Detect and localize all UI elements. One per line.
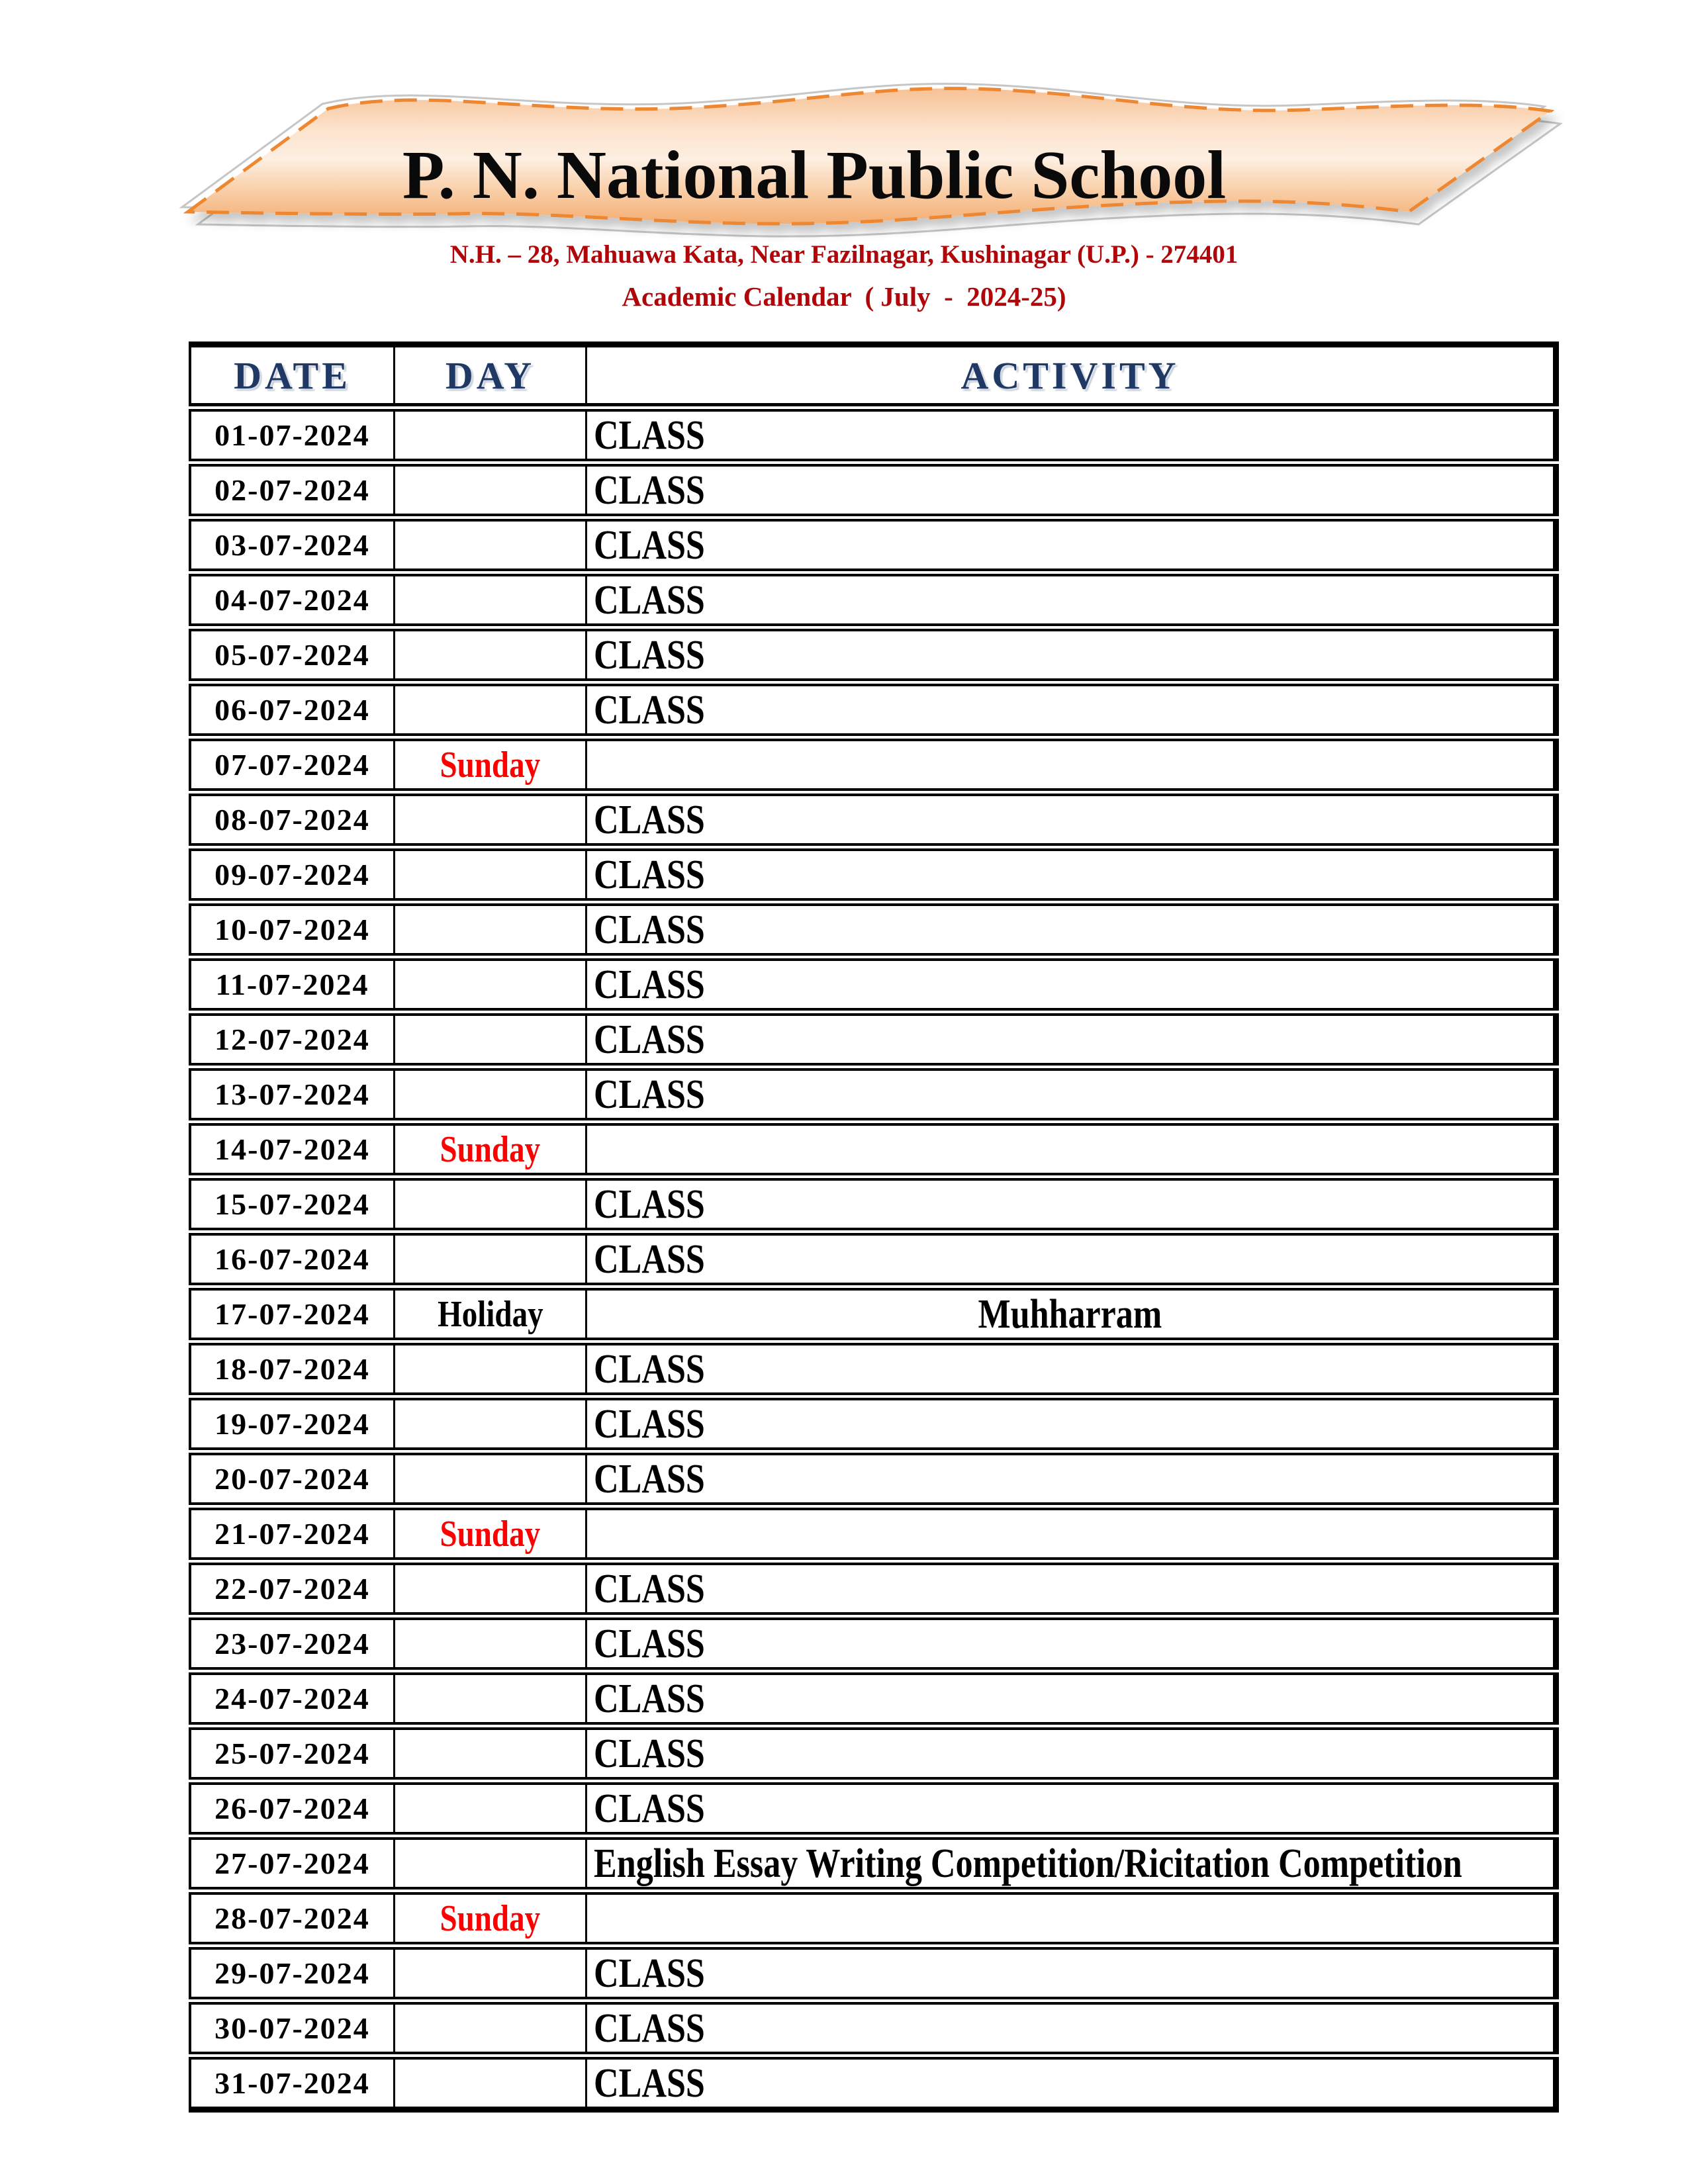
table-row (189, 574, 1559, 626)
activity-cell (587, 1013, 1559, 1066)
table-row (189, 1782, 1559, 1835)
day-cell (395, 574, 587, 626)
table-row (189, 903, 1559, 956)
col-header-activity: ACTIVITY (587, 341, 1559, 406)
date-cell: 07-07-2024 (189, 739, 395, 791)
day-cell (395, 1892, 587, 1944)
day-cell (395, 1178, 587, 1230)
school-name: P. N. National Public School (402, 137, 1227, 213)
activity-label: CLASS (594, 1621, 705, 1666)
activity-label: CLASS (594, 1566, 705, 1612)
date-cell: 26-07-2024 (189, 1782, 395, 1835)
table-row (189, 1123, 1559, 1175)
day-label: Sunday (440, 1513, 541, 1555)
day-cell (395, 1398, 587, 1450)
date-cell: 13-07-2024 (189, 1068, 395, 1120)
table-row (189, 629, 1559, 681)
activity-label: CLASS (594, 1950, 705, 1996)
activity-cell (587, 2002, 1559, 2054)
activity-cell (587, 903, 1559, 956)
activity-cell (587, 519, 1559, 571)
date-cell: 06-07-2024 (189, 684, 395, 736)
activity-cell (587, 1727, 1559, 1780)
activity-label: CLASS (594, 2005, 705, 2051)
activity-label: CLASS (594, 1017, 705, 1062)
day-cell (395, 903, 587, 956)
activity-cell (587, 574, 1559, 626)
table-row (189, 464, 1559, 516)
activity-cell (587, 409, 1559, 461)
day-cell (395, 629, 587, 681)
activity-cell (587, 1233, 1559, 1285)
activity-cell (587, 739, 1559, 791)
activity-label: CLASS (594, 1181, 705, 1227)
activity-cell (587, 629, 1559, 681)
day-cell (395, 409, 587, 461)
day-cell (395, 1947, 587, 1999)
activity-label: CLASS (594, 1236, 705, 1282)
day-cell (395, 2002, 587, 2054)
table-row (189, 1288, 1559, 1340)
table-row (189, 848, 1559, 901)
activity-label: CLASS (594, 1401, 705, 1447)
table-row (189, 1013, 1559, 1066)
activity-cell (587, 1398, 1559, 1450)
school-address: N.H. – 28, Mahuawa Kata, Near Fazilnagar, Kushinagar (U.P.) - 274401 (449, 240, 1239, 269)
activity-cell (587, 1508, 1559, 1560)
day-cell (395, 1288, 587, 1340)
table-row (189, 2002, 1559, 2054)
date-cell: 22-07-2024 (189, 1563, 395, 1615)
day-cell (395, 1672, 587, 1725)
date-cell: 08-07-2024 (189, 794, 395, 846)
day-cell (395, 684, 587, 736)
activity-label: CLASS (594, 2060, 705, 2106)
activity-label: CLASS (594, 1731, 705, 1776)
activity-label: CLASS (594, 1346, 705, 1392)
date-cell: 25-07-2024 (189, 1727, 395, 1780)
table-row (189, 1068, 1559, 1120)
table-row (189, 958, 1559, 1011)
col-header-day: DAY (395, 341, 587, 406)
activity-cell (587, 464, 1559, 516)
date-cell: 17-07-2024 (189, 1288, 395, 1340)
table-row (189, 519, 1559, 571)
date-cell: 04-07-2024 (189, 574, 395, 626)
date-cell: 12-07-2024 (189, 1013, 395, 1066)
table-row (189, 1563, 1559, 1615)
activity-label: CLASS (594, 962, 705, 1007)
activity-label: CLASS (594, 907, 705, 952)
table-row (189, 2057, 1559, 2113)
date-cell: 15-07-2024 (189, 1178, 395, 1230)
activity-cell (587, 1123, 1559, 1175)
date-cell: 05-07-2024 (189, 629, 395, 681)
day-label: Holiday (437, 1293, 543, 1335)
date-cell: 10-07-2024 (189, 903, 395, 956)
day-cell (395, 1563, 587, 1615)
date-cell: 21-07-2024 (189, 1508, 395, 1560)
table-row (189, 794, 1559, 846)
date-cell: 27-07-2024 (189, 1837, 395, 1889)
date-cell: 03-07-2024 (189, 519, 395, 571)
day-cell (395, 1837, 587, 1889)
day-cell (395, 1782, 587, 1835)
activity-cell (587, 1068, 1559, 1120)
day-cell (395, 739, 587, 791)
activity-cell (587, 1453, 1559, 1505)
table-row (189, 1947, 1559, 1999)
activity-cell (587, 958, 1559, 1011)
activity-cell (587, 1672, 1559, 1725)
activity-label: CLASS (594, 1071, 705, 1117)
activity-cell (587, 1343, 1559, 1395)
day-cell (395, 1453, 587, 1505)
activity-cell (587, 794, 1559, 846)
activity-label: CLASS (594, 852, 705, 897)
date-cell: 11-07-2024 (189, 958, 395, 1011)
day-label: Sunday (440, 1897, 541, 1939)
table-row (189, 1343, 1559, 1395)
date-cell: 16-07-2024 (189, 1233, 395, 1285)
day-cell (395, 519, 587, 571)
day-cell (395, 848, 587, 901)
date-cell: 29-07-2024 (189, 1947, 395, 1999)
activity-label: CLASS (594, 687, 705, 733)
date-cell: 20-07-2024 (189, 1453, 395, 1505)
day-cell (395, 1727, 587, 1780)
day-cell (395, 464, 587, 516)
date-cell: 30-07-2024 (189, 2002, 395, 2054)
calendar-table-header (189, 341, 1559, 406)
col-header-date: DATE (189, 341, 395, 406)
date-cell: 23-07-2024 (189, 1617, 395, 1670)
date-cell: 14-07-2024 (189, 1123, 395, 1175)
date-cell: 02-07-2024 (189, 464, 395, 516)
table-row (189, 1398, 1559, 1450)
table-row (189, 409, 1559, 461)
date-cell: 24-07-2024 (189, 1672, 395, 1725)
day-cell (395, 1068, 587, 1120)
table-row (189, 1727, 1559, 1780)
activity-label: CLASS (594, 577, 705, 623)
day-label: Sunday (440, 1128, 541, 1170)
activity-label: Muhharram (978, 1291, 1162, 1337)
date-cell: 18-07-2024 (189, 1343, 395, 1395)
date-cell: 28-07-2024 (189, 1892, 395, 1944)
activity-label: CLASS (594, 797, 705, 842)
table-row (189, 684, 1559, 736)
header-row (189, 341, 1559, 406)
table-row (189, 1672, 1559, 1725)
activity-cell (587, 848, 1559, 901)
calendar-table (189, 339, 1559, 2115)
activity-cell (587, 1892, 1559, 1944)
date-cell: 31-07-2024 (189, 2057, 395, 2113)
table-row (189, 1892, 1559, 1944)
date-cell: 19-07-2024 (189, 1398, 395, 1450)
activity-label: CLASS (594, 1456, 705, 1502)
activity-cell (587, 1947, 1559, 1999)
activity-cell (587, 2057, 1559, 2113)
table-row (189, 1837, 1559, 1889)
table-row (189, 1178, 1559, 1230)
date-cell: 01-07-2024 (189, 409, 395, 461)
table-row (189, 739, 1559, 791)
date-cell: 09-07-2024 (189, 848, 395, 901)
table-row (189, 1508, 1559, 1560)
activity-label: CLASS (594, 632, 705, 678)
table-row (189, 1233, 1559, 1285)
activity-label: CLASS (594, 1676, 705, 1721)
day-cell (395, 958, 587, 1011)
activity-cell (587, 1617, 1559, 1670)
day-cell (395, 1123, 587, 1175)
activity-label: CLASS (594, 467, 705, 513)
activity-label: CLASS (594, 1786, 705, 1831)
day-cell (395, 1617, 587, 1670)
day-cell (395, 1013, 587, 1066)
activity-cell (587, 1782, 1559, 1835)
day-cell (395, 794, 587, 846)
activity-label: English Essay Writing Competition/Ricitation Competition (594, 1841, 1462, 1886)
activity-cell (587, 1178, 1559, 1230)
day-cell (395, 1508, 587, 1560)
activity-label: CLASS (594, 412, 705, 458)
activity-cell (587, 684, 1559, 736)
activity-cell (587, 1837, 1559, 1889)
table-row (189, 1453, 1559, 1505)
day-cell (395, 2057, 587, 2113)
calendar-table-body (189, 409, 1559, 2113)
activity-cell (587, 1563, 1559, 1615)
calendar-title: Academic Calendar ( July - 2024-25) (622, 281, 1066, 312)
day-cell (395, 1233, 587, 1285)
activity-label: CLASS (594, 522, 705, 568)
table-row (189, 1617, 1559, 1670)
day-label: Sunday (440, 744, 541, 786)
activity-cell (587, 1288, 1559, 1340)
day-cell (395, 1343, 587, 1395)
